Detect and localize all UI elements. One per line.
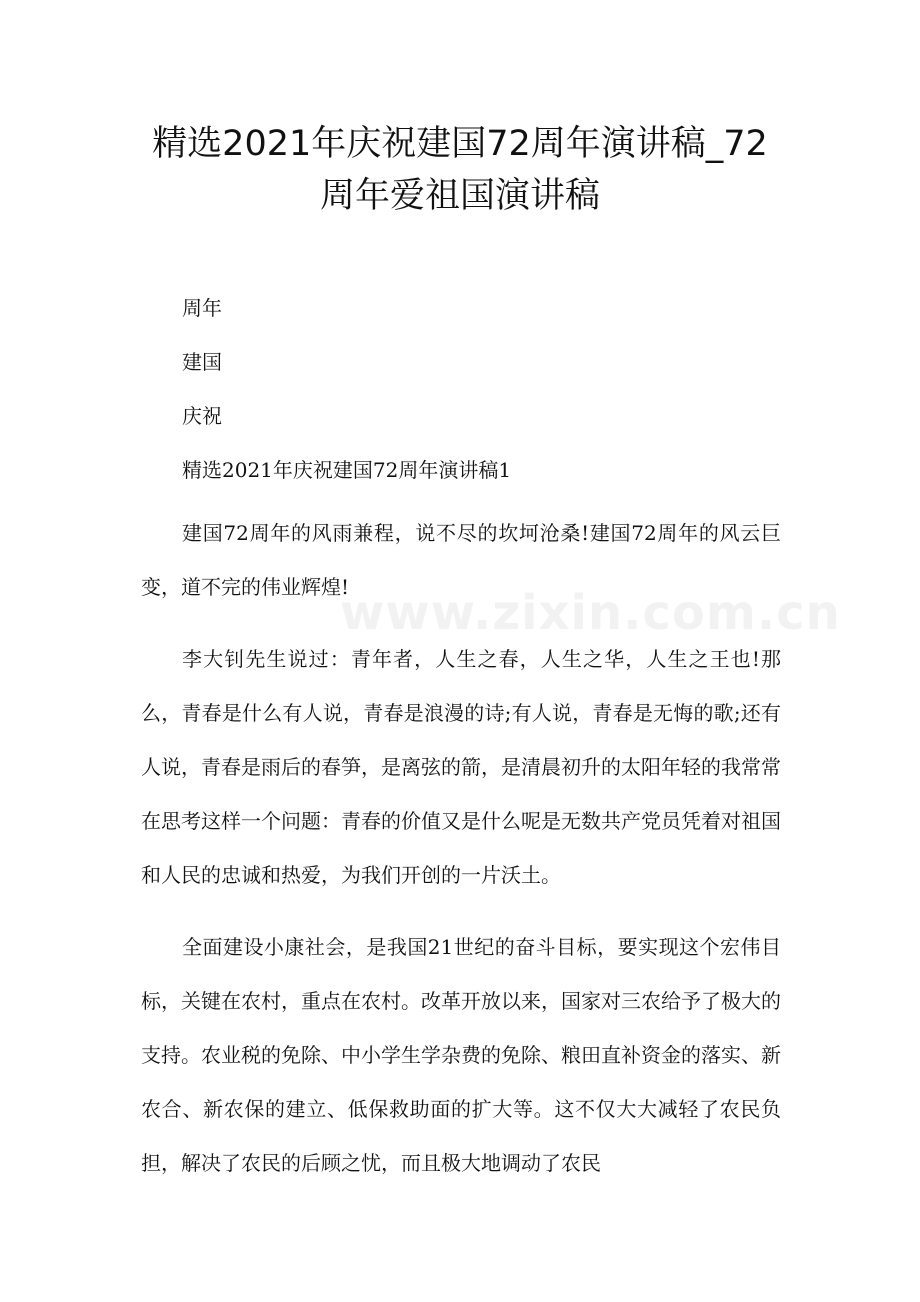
watermark: www.zixin.com.cn bbox=[340, 585, 841, 641]
keyword-3: 庆祝 bbox=[182, 404, 222, 428]
document-title bbox=[100, 118, 820, 222]
paragraph-3: 全面建设小康社会，是我国21世纪的奋斗目标，要实现这个宏伟目标，关键在农村，重点在农村。改革开放以来，国家对三农给予了极大的支持。农业税的免除、中小学生学杂费的免除、粮田直补资金的落实、新农合、新农保的建立、低保救助面的扩大等。这不仅大大减轻了农民负担，解决了农民的后顾之忧，而且极大地调动了农民 bbox=[141, 935, 781, 1175]
keyword-1: 周年 bbox=[182, 296, 222, 320]
title-line-2: 周年爱祖国演讲稿 bbox=[319, 176, 600, 216]
title-line-1: 精选2021年庆祝建国72周年演讲稿_72 bbox=[152, 124, 768, 164]
paragraph-1: 建国72周年的风雨兼程，说不尽的坎坷沧桑!建国72周年的风云巨变，道不完的伟业辉煌! bbox=[141, 521, 781, 599]
section-subtitle: 精选2021年庆祝建国72周年演讲稿1 bbox=[182, 458, 512, 482]
paragraph-2: 李大钊先生说过：青年者，人生之春，人生之华，人生之王也!那么，青春是什么有人说，青春是浪漫的诗;有人说，青春是无悔的歌;还有人说，青春是雨后的春笋，是离弦的箭，是清晨初升的太阳年轻的我常常在思考这样一个问题：青春的价值又是什么呢是无数共产党员凭着对祖国和人民的忠诚和热爱，为我们开创的一片沃土。 bbox=[141, 647, 781, 887]
keyword-2: 建国 bbox=[182, 350, 222, 374]
document-body bbox=[141, 290, 781, 1208]
